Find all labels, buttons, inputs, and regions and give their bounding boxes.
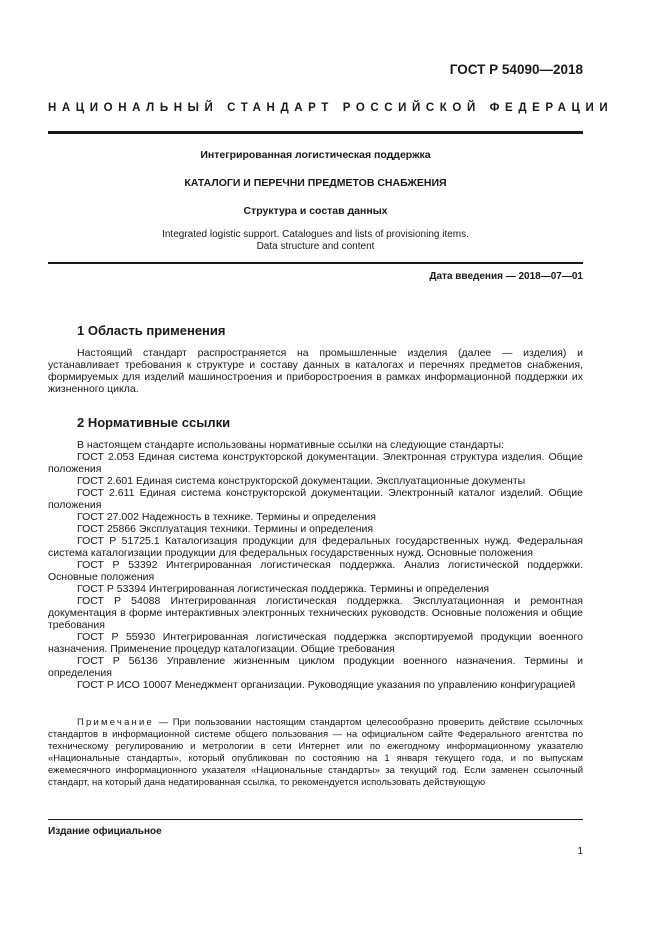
edition-label: Издание официальное	[48, 826, 162, 837]
note	[48, 717, 583, 789]
document-title-line1: Интегрированная логистическая поддержка	[200, 149, 431, 161]
document-subtitle: Структура и состав данных	[243, 205, 388, 217]
english-title-line2: Data structure and content	[256, 241, 375, 252]
reference-item: ГОСТ 27.002 Надежность в технике. Термины и определения	[77, 511, 376, 523]
reference-item: ГОСТ 2.601 Единая система конструкторской документации. Эксплуатационные документы	[77, 475, 526, 487]
reference-item: ГОСТ Р 51725.1 Каталогизация продукции для федеральных государственных нужд. Федеральная система каталогизации продукции для федеральных государственных нужд. Основные положения	[48, 535, 583, 559]
reference-item: ГОСТ Р 55930 Интегрированная логистическая поддержка экспортируемой продукции военного назначения. Применение процедур каталогизации. Общие требования	[48, 631, 583, 655]
reference-item: ГОСТ Р 53392 Интегрированная логистическая поддержка. Анализ логистической поддержки. Основные положения	[48, 559, 583, 583]
section2-heading: 2 Нормативные ссылки	[77, 415, 231, 430]
references-list	[48, 439, 583, 691]
reference-item: ГОСТ 2.053 Единая система конструкторской документации. Электронная структура изделия. Общие положения	[48, 451, 583, 475]
document-title-main: КАТАЛОГИ И ПЕРЕЧНИ ПРЕДМЕТОВ СНАБЖЕНИЯ	[184, 177, 447, 189]
reference-item: ГОСТ Р 56136 Управление жизненным циклом продукции военного назначения. Термины и определения	[48, 655, 583, 679]
reference-item: ГОСТ Р 54088 Интегрированная логистическая поддержка. Эксплуатационная и ремонтная документация в форме интерактивных электронных технических руководств. Основные положения и общие требования	[48, 595, 583, 631]
reference-item: ГОСТ 25866 Эксплуатация техники. Термины и определения	[77, 523, 374, 535]
footer-divider	[48, 819, 583, 820]
references-intro: В настоящем стандарте использованы нормативные ссылки на следующие стандарты:	[77, 439, 504, 451]
intro-date: Дата введения — 2018—07—01	[429, 271, 583, 282]
section1-body	[48, 347, 583, 395]
reference-item: ГОСТ Р 53394 Интегрированная логистическая поддержка. Термины и определения	[77, 583, 490, 595]
page-number: 1	[577, 846, 583, 857]
section1-text: Настоящий стандарт распространяется на промышленные изделия (далее — изделия) и устанавливает требования к структуре и составу данных в каталогах и перечнях предметов снабжения, формируемых для изделий машиностроения и приборостроения в рамках информационной поддержки их жизненного цикла.	[48, 347, 583, 395]
section1-heading: 1 Область применения	[77, 323, 226, 338]
english-title	[48, 229, 583, 253]
english-title-line1: Integrated logistic support. Catalogues and lists of provisioning items.	[162, 229, 469, 240]
note-label: Примечание	[77, 717, 154, 728]
header-divider	[48, 131, 583, 134]
reference-item: ГОСТ Р ИСО 10007 Менеджмент организации. Руководящие указания по управлению конфигурацией	[77, 679, 576, 691]
note-text: — При пользовании настоящим стандартом целесообразно проверить действие ссылочных стандартов в информационной системе общего пользования — на официальном сайте Федерального агентства по техническому регулированию и метрологии в сети Интернет или по ежегодному информационному указателю «Национальные стандарты», который опубликован по состоянию на 1 января текущего года, и по выпускам ежемесячного информационного указателя «Национальные стандарты» за текущий год. Если заменен ссылочный стандарт, на который дана недатированная ссылка, то рекомендуется использовать действующую	[48, 717, 583, 788]
title-divider	[48, 262, 583, 264]
national-standard-title: НАЦИОНАЛЬНЫЙ СТАНДАРТ РОССИЙСКОЙ ФЕДЕРАЦИИ	[48, 102, 614, 114]
reference-item: ГОСТ 2.611 Единая система конструкторской документации. Электронный каталог изделий. Общие положения	[48, 487, 583, 511]
standard-code: ГОСТ Р 54090—2018	[449, 62, 583, 77]
